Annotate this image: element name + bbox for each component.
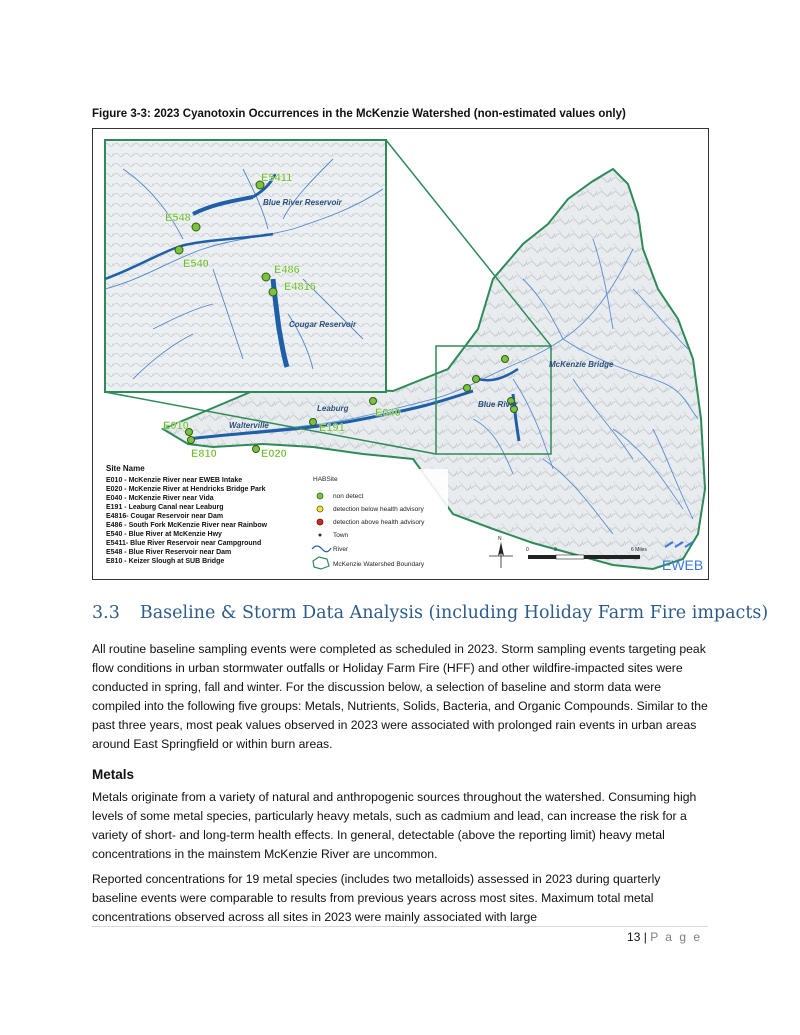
page-separator: |	[643, 930, 647, 944]
metals-paragraph-2: Reported concentrations for 19 metal species (includes two metalloids) assessed in 2023 during quarterly baseline events were comparable to results from previous years across most sites. Maximum total metal concentrations observed across all sites in 2023 were mainly associated with large	[92, 872, 661, 924]
site-legend-item: E810 - Keizer Slough at SUB Bridge	[106, 558, 225, 565]
metals-paragraph-1: Metals originate from a variety of natural and anthropogenic sources throughout the watershed. Consuming high levels of some metal species, particularly heavy metals, such as cadmium and lead, can increase the risk for a variety of short- and long-term health effects. In general, detectable (above the reporting limit) heavy metal concentrations in the mainstem McKenzie River are uncommon.	[92, 790, 697, 861]
site-marker-e548	[192, 223, 200, 231]
label-e010: E010	[163, 420, 189, 432]
site-marker-e4816	[269, 288, 277, 296]
scale-tick: 0	[526, 547, 529, 553]
site-legend-title: Site Name	[106, 464, 145, 473]
page-footer	[627, 930, 702, 944]
place-label-mckenzie-bridge: McKenzie Bridge	[549, 360, 614, 369]
habs-legend-item: Town	[333, 532, 349, 539]
site-legend-item: E040 - McKenzie River near Vida	[106, 495, 214, 502]
figure-caption: Figure 3-3: 2023 Cyanotoxin Occurrences in the McKenzie Watershed (non-estimated values only)	[92, 108, 626, 120]
label-e040: E040	[375, 407, 401, 419]
site-legend-item: E4816- Cougar Reservoir near Dam	[106, 513, 224, 520]
site-marker-e540	[175, 246, 183, 254]
north-arrow-icon	[489, 536, 513, 568]
footer-divider	[92, 926, 708, 927]
place-label-blue-river: Blue River	[478, 400, 518, 409]
section-heading	[92, 603, 768, 623]
scale-tick: 3	[554, 547, 557, 553]
habs-legend-item: River	[333, 546, 349, 553]
site-legend-item: E540 - Blue River at McKenzie Hwy	[106, 531, 222, 538]
habs-legend-title: HABSite	[313, 476, 338, 483]
page-word: P a g e	[650, 930, 702, 944]
page-number: 13	[627, 930, 641, 944]
place-label-walterville: Walterville	[229, 421, 269, 430]
section-number: 3.3	[92, 603, 120, 623]
habs-legend-item: McKenzie Watershed Boundary	[333, 561, 425, 568]
site-legend-item: E020 - McKenzie River at Hendricks Bridge Park	[106, 486, 266, 493]
below-advisory-icon	[317, 506, 323, 512]
label-e486: E486	[274, 264, 300, 276]
label-e020: E020	[261, 448, 287, 460]
label-e540: E540	[183, 258, 209, 270]
label-e5411: E5411	[261, 172, 293, 184]
place-label-leaburg: Leaburg	[317, 404, 349, 413]
habs-legend-item: non detect	[333, 493, 364, 500]
label-e810: E810	[191, 448, 217, 460]
inset-panel	[105, 140, 386, 392]
site-legend-item: E010 - McKenzie River near EWEB Intake	[106, 477, 243, 484]
site-marker-e486	[262, 273, 270, 281]
label-e548: E548	[165, 212, 191, 224]
north-label: N	[498, 536, 502, 542]
site-legend-item: E191 - Leaburg Canal near Leaburg	[106, 504, 224, 511]
above-advisory-icon	[317, 519, 323, 525]
map-graphic	[93, 129, 709, 580]
place-label-cougar-reservoir: Cougar Reservoir	[289, 320, 357, 329]
scale-tick: 6 Miles	[631, 547, 647, 553]
place-label-blue-river-reservoir: Blue River Reservoir	[263, 198, 342, 207]
metals-heading: Metals	[92, 767, 135, 782]
section-paragraph: All routine baseline sampling events were completed as scheduled in 2023. Storm sampling events targeting peak flow conditions in urban stormwater outfalls or Holiday Farm Fire (HFF) and other wildfire-impacted sites were conducted in spring, fall and winter. For the discussion below, a selection of baseline and storm data were compiled into the following five groups: Metals, Nutrients, Solids, Bacteria, and Organic Compounds. Similar to the past three years, most peak values observed in 2023 were associated with prolonged rain events in urban areas around East Springfield or within burn areas.	[92, 642, 708, 751]
site-legend-item: E5411- Blue River Reservoir near Campground	[106, 540, 262, 547]
town-icon	[319, 534, 322, 537]
site-legend-item: E548 - Blue River Reservoir near Dam	[106, 549, 232, 556]
site-legend-item: E486 - South Fork McKenzie River near Rainbow	[106, 522, 268, 529]
habs-legend-item: detection above health advisory	[333, 519, 425, 526]
label-e4816: E4816	[284, 281, 316, 293]
habs-legend-item: detection below health advisory	[333, 506, 424, 513]
section-title: Baseline & Storm Data Analysis (including Holiday Farm Fire impacts)	[139, 603, 769, 623]
label-e191: E191	[319, 422, 345, 434]
eweb-logo-text: EWEB	[662, 557, 704, 573]
watershed-map	[92, 128, 709, 580]
non-detect-icon	[317, 493, 323, 499]
